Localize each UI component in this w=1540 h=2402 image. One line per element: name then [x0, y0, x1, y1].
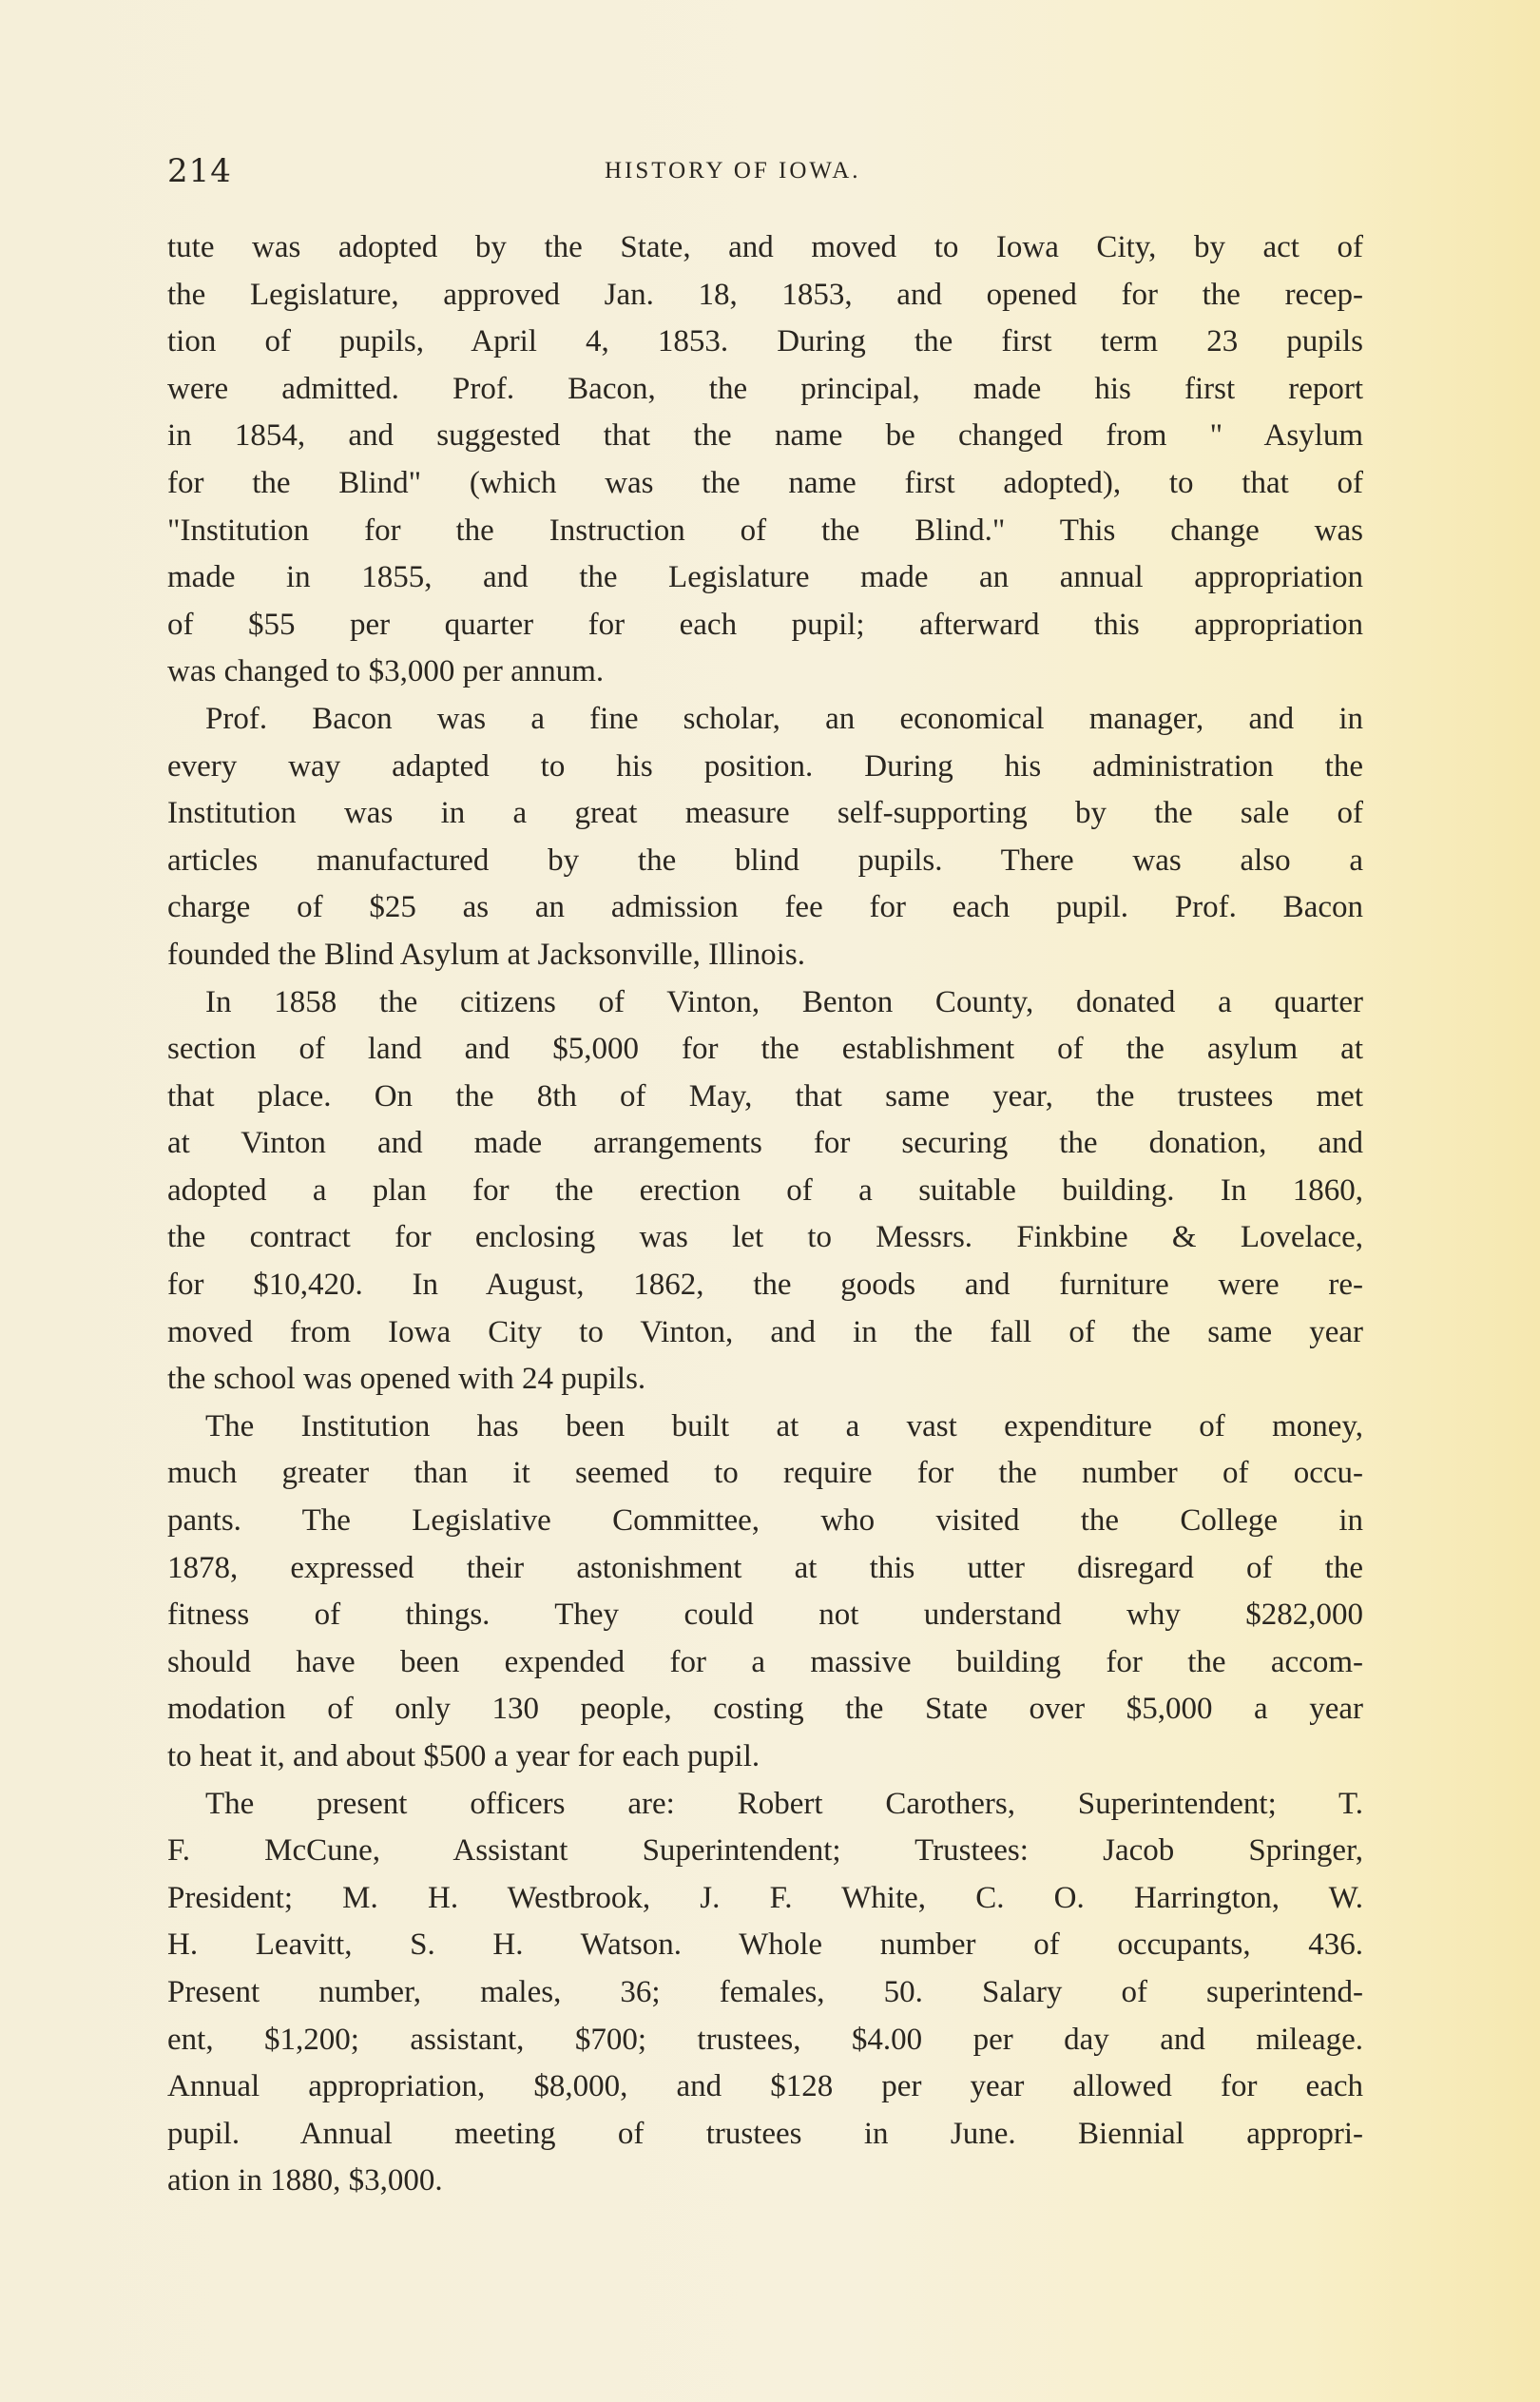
body-text [167, 224, 1363, 2205]
running-head [167, 152, 1357, 194]
text-line: H. Leavitt, S. H. Watson. Whole number of occupants, 436. [167, 1927, 1363, 1963]
text-line: ation in 1880, $3,000. [167, 2163, 443, 2199]
text-line: The Institution has been built at a vast expenditure of money, [205, 1408, 1363, 1443]
text-line: much greater than it seemed to require for the number of occu- [167, 1456, 1363, 1491]
text-line: fitness of things. They could not understand why $282,000 [167, 1598, 1363, 1633]
text-line: of $55 per quarter for each pupil; afterward this appropriation [167, 607, 1363, 642]
text-line: Annual appropriation, $8,000, and $128 per year allowed for each [167, 2069, 1363, 2104]
text-line: Institution was in a great measure self-supporting by the sale of [167, 796, 1363, 831]
text-line: for $10,420. In August, 1862, the goods and furniture were re- [167, 1268, 1363, 1303]
text-line: should have been expended for a massive building for the accom- [167, 1644, 1363, 1679]
text-line: ent, $1,200; assistant, $700; trustees, $4.00 per day and mileage. [167, 2022, 1363, 2057]
text-line: at Vinton and made arrangements for securing the donation, and [167, 1126, 1363, 1161]
text-line: pants. The Legislative Committee, who visited the College in [167, 1503, 1363, 1539]
text-line: section of land and $5,000 for the establishment of the asylum at [167, 1032, 1363, 1067]
text-line: modation of only 130 people, costing the State over $5,000 a year [167, 1692, 1363, 1727]
text-line: for the Blind" (which was the name first adopted), to that of [167, 465, 1363, 500]
text-line: charge of $25 as an admission fee for each pupil. Prof. Bacon [167, 890, 1363, 925]
text-line: founded the Blind Asylum at Jacksonville, Illinois. [167, 937, 805, 972]
text-line: Present number, males, 36; females, 50. Salary of superintend- [167, 1974, 1363, 2009]
text-line: In 1858 the citizens of Vinton, Benton County, donated a quarter [205, 984, 1363, 1019]
text-line: "Institution for the Instruction of the Blind." This change was [167, 513, 1363, 548]
text-line: tion of pupils, April 4, 1853. During the first term 23 pupils [167, 324, 1363, 359]
text-line: the contract for enclosing was let to Messrs. Finkbine & Lovelace, [167, 1220, 1363, 1255]
text-line: Prof. Bacon was a fine scholar, an economical manager, and in [205, 701, 1363, 736]
text-line: was changed to $3,000 per annum. [167, 654, 605, 689]
text-line: articles manufactured by the blind pupils. There was also a [167, 843, 1363, 878]
text-line: 1878, expressed their astonishment at this utter disregard of the [167, 1550, 1363, 1585]
text-line: made in 1855, and the Legislature made an annual appropriation [167, 560, 1363, 595]
text-line: every way adapted to his position. During his administration the [167, 748, 1363, 784]
running-title: HISTORY OF IOWA. [605, 158, 861, 184]
text-line: The present officers are: Robert Carothers, Superintendent; T. [205, 1786, 1363, 1821]
text-line: that place. On the 8th of May, that same year, the trustees met [167, 1078, 1363, 1114]
text-line: to heat it, and about $500 a year for each pupil. [167, 1739, 760, 1773]
text-line: adopted a plan for the erection of a suitable building. In 1860, [167, 1172, 1363, 1208]
text-line: in 1854, and suggested that the name be changed from " Asylum [167, 418, 1363, 454]
page-number: 214 [167, 152, 232, 190]
text-line: moved from Iowa City to Vinton, and in the fall of the same year [167, 1314, 1363, 1349]
text-line: pupil. Annual meeting of trustees in June. Biennial appropri- [167, 2116, 1363, 2151]
text-line: F. McCune, Assistant Superintendent; Trustees: Jacob Springer, [167, 1833, 1363, 1869]
text-line: were admitted. Prof. Bacon, the principal, made his first report [167, 371, 1363, 406]
text-line: the Legislature, approved Jan. 18, 1853, and opened for the recep- [167, 277, 1363, 312]
text-line: President; M. H. Westbrook, J. F. White, C. O. Harrington, W. [167, 1880, 1363, 1915]
text-line: tute was adopted by the State, and moved to Iowa City, by act of [167, 230, 1363, 264]
text-line: the school was opened with 24 pupils. [167, 1362, 646, 1397]
